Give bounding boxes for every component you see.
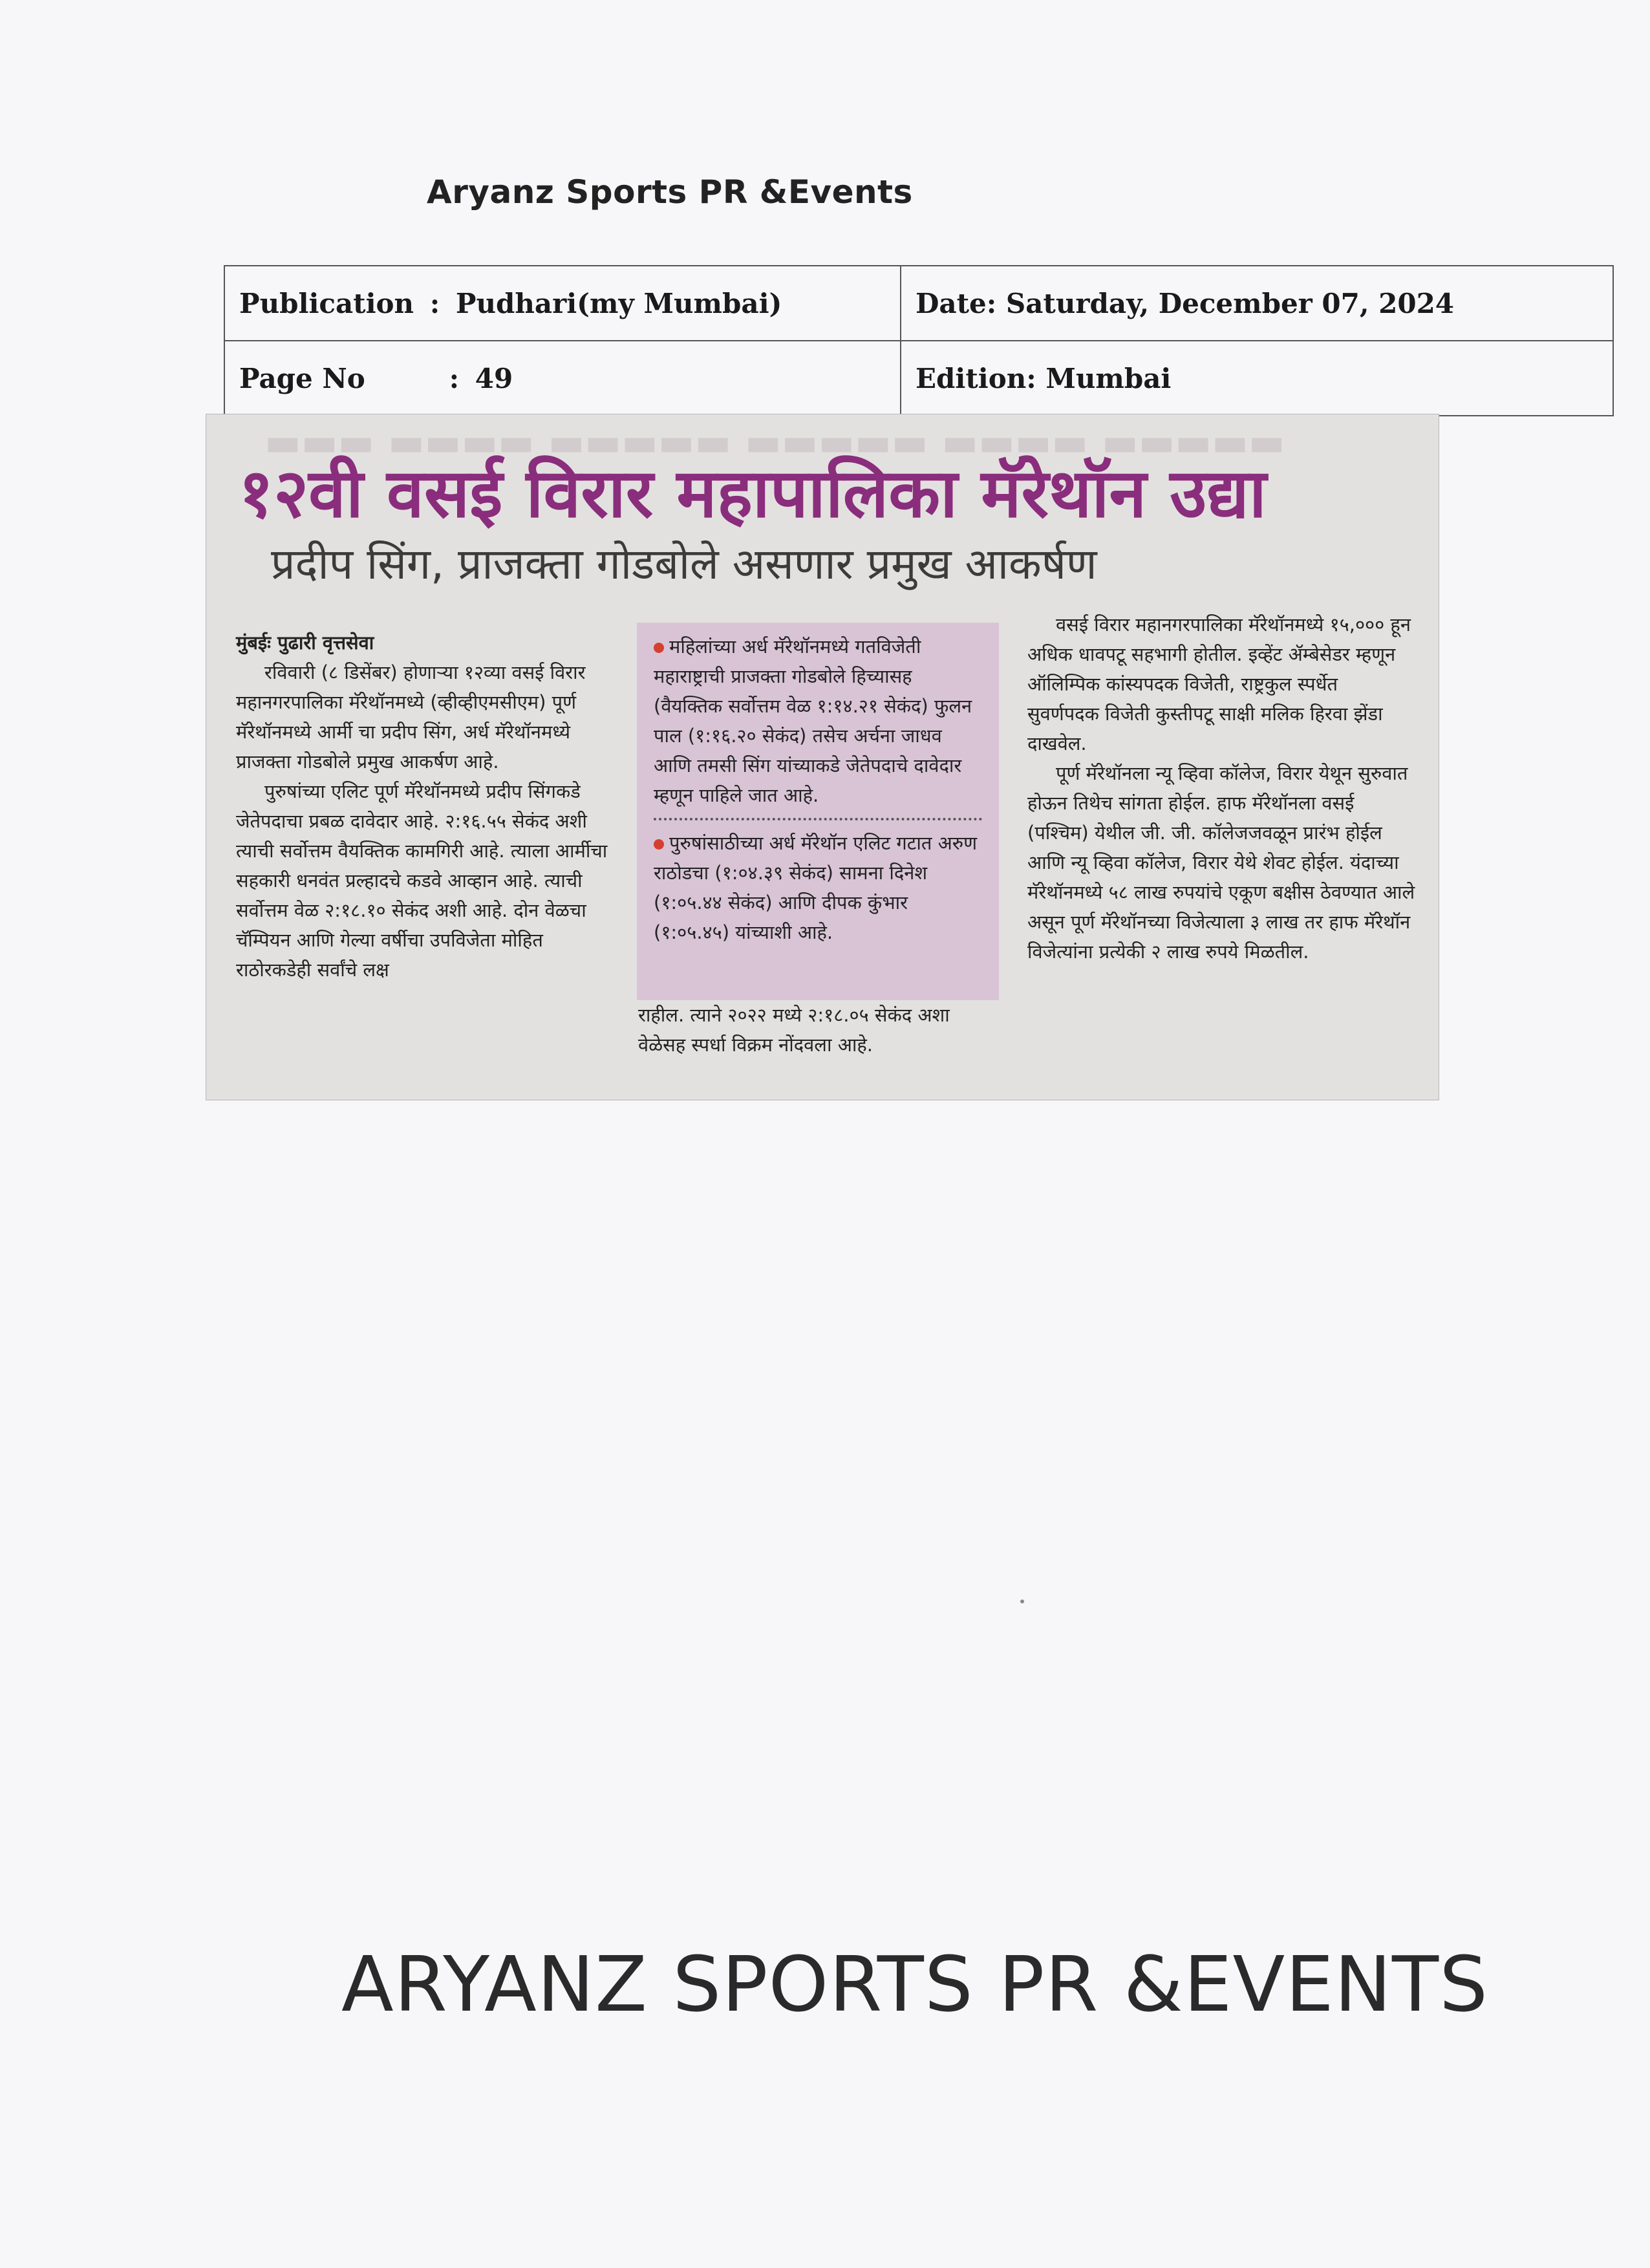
highlight-text: महिलांच्या अर्ध मॅरेथॉनमध्ये गतविजेती महाराष्ट्राची प्राजक्ता गोडबोले हिच्यासह (वैयक्तिक सर्वोत्तम वेळ १:१४.२१ सेकंद) फुलन पाल (१:१६.२० सेकंद) तसेच अर्चना जाधव आणि तमसी सिंग यांच्याकडे जेतेपदाचे दावेदार म्हणून पाहिले जात आहे. xyxy=(654,636,972,806)
article-paragraph: पूर्ण मॅरेथॉनला न्यू व्हिवा कॉलेज, विरार येथून सुरुवात होऊन तिथेच सांगता होईल. हाफ मॅरेथॉनला वसई (पश्चिम) येथील जी. जी. कॉलेजजवळून प्रारंभ होईल आणि न्यू व्हिवा कॉलेज, विरार येथे शेवट होईल. यंदाच्या मॅरेथॉनमध्ये ५८ लाख रुपयांचे एकूण बक्षीस ठेवण्यात आले असून पूर्ण मॅरेथॉनच्या विजेत्याला ३ लाख तर हाफ मॅरेथॉन विजेत्यांना प्रत्येकी २ लाख रुपये मिळतील. xyxy=(1027,762,1415,963)
date-label: Date: xyxy=(916,287,997,319)
article-right-column xyxy=(1027,610,1415,967)
edition-label: Edition: xyxy=(916,362,1036,394)
page-number-label: Page No xyxy=(239,362,365,394)
article-byline: मुंबईः पुढारी वृत्तसेवा xyxy=(236,632,374,654)
scan-speck xyxy=(1020,1599,1024,1603)
bullet-icon xyxy=(654,643,664,653)
newspaper-clipping xyxy=(206,414,1439,1100)
highlight-item xyxy=(654,828,982,947)
article-left-column xyxy=(236,628,617,985)
bleed-through-text: ▬▬▬ ▬▬▬▬ ▬▬▬▬▬ ▬▬▬▬▬ ▬▬▬▬ ▬▬▬▬▬ xyxy=(264,420,1285,465)
highlight-item xyxy=(654,632,982,810)
publication-separator: : xyxy=(429,287,440,319)
article-middle-continuation xyxy=(638,1000,1000,1060)
page-number-cell xyxy=(224,341,901,416)
publication-label: Publication xyxy=(239,287,414,319)
footer-brand: ARYANZ SPORTS PR &EVENTS xyxy=(341,1940,1489,2029)
page-number-value: 49 xyxy=(475,362,513,394)
bullet-icon xyxy=(654,839,664,850)
highlight-text: पुरुषांसाठीच्या अर्ध मॅरेथॉन एलिट गटात अरुण राठोडचा (१:०४.३९ सेकंद) सामना दिनेश (१:०५.४४ सेकंद) आणि दीपक कुंभार (१:०५.४५) यांच्याशी आहे. xyxy=(654,832,978,943)
page-header-title: Aryanz Sports PR &Events xyxy=(427,173,913,211)
date-value: Saturday, December 07, 2024 xyxy=(1005,287,1455,319)
publication-value: Pudhari(my Mumbai) xyxy=(455,287,782,319)
date-cell xyxy=(901,266,1613,341)
page-number-separator: : xyxy=(449,362,460,394)
article-subheadline: प्रदीप सिंग, प्राजक्ता गोडबोले असणार प्रमुख आकर्षण xyxy=(271,539,1097,589)
article-paragraph: रविवारी (८ डिसेंबर) होणाऱ्या १२व्या वसई विरार महानगरपालिका मॅरेथॉनमध्ये (व्हीव्हीएमसीएम) पूर्ण मॅरेथॉनमध्ये आर्मी चा प्रदीप सिंग, अर्ध मॅरेथॉनमध्ये प्राजक्ता गोडबोले प्रमुख आकर्षण आहे. xyxy=(236,661,586,773)
article-paragraph: राहील. त्याने २०२२ मध्ये २:१८.०५ सेकंद अशा वेळेसह स्पर्धा विक्रम नोंदवला आहे. xyxy=(638,1004,950,1056)
publication-cell xyxy=(224,266,901,341)
article-paragraph: पुरुषांच्या एलिट पूर्ण मॅरेथॉनमध्ये प्रदीप सिंगकडे जेतेपदाचा प्रबळ दावेदार आहे. २:१६.५५ सेकंद अशी त्याची सर्वोत्तम वैयक्तिक कामगिरी आहे. त्याला आर्मीचा सहकारी धनवंत प्रल्हादचे कडवे आव्हान आहे. त्याची सर्वोत्तम वेळ २:१८.१० सेकंद अशी आहे. दोन वेळचा चॅम्पियन आणि गेल्या वर्षीचा उपविजेता मोहित राठोरकडेही सर्वांचे लक्ष xyxy=(236,780,608,981)
publication-meta-table xyxy=(224,265,1614,416)
article-headline: १२वी वसई विरार महापालिका मॅरेथॉन उद्या xyxy=(239,454,1267,533)
article-paragraph: वसई विरार महानगरपालिका मॅरेथॉनमध्ये १५,००० हून अधिक धावपटू सहभागी होतील. इव्हेंट ॲम्बेसेडर म्हणून ऑलिम्पिक कांस्यपदक विजेती, राष्ट्रकुल स्पर्धेत सुवर्णपदक विजेती कुस्तीपटू साक्षी मलिक हिरवा झेंडा दाखवेल. xyxy=(1027,614,1411,754)
highlight-box xyxy=(637,623,999,1000)
edition-value: Mumbai xyxy=(1045,362,1172,394)
edition-cell xyxy=(901,341,1613,416)
dotted-divider xyxy=(654,818,982,820)
